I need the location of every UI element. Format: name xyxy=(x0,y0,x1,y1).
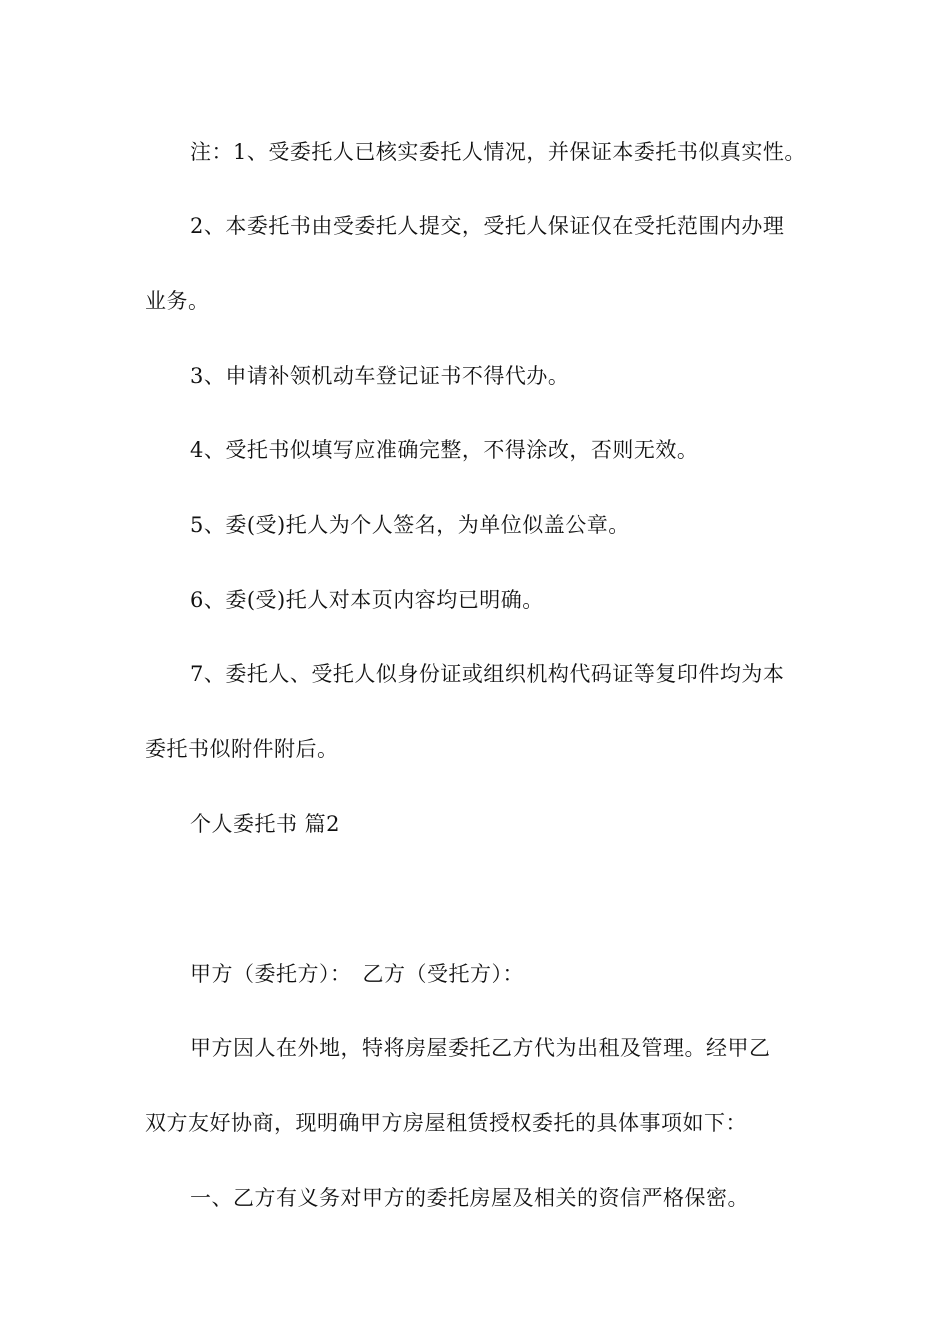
body-paragraph-line-1: 甲方因人在外地，特将房屋委托乙方代为出租及管理。经甲乙 xyxy=(190,1036,771,1060)
parties-line: 甲方（委托方）： 乙方（受托方）： xyxy=(190,962,524,986)
section-heading: 个人委托书 篇2 xyxy=(190,812,341,836)
note-line-2-continued: 业务。 xyxy=(145,289,210,313)
note-line-6: 6、委(受)托人对本页内容均已明确。 xyxy=(190,588,544,612)
note-line-3: 3、申请补领机动车登记证书不得代办。 xyxy=(190,364,570,388)
note-line-2: 2、本委托书由受委托人提交，受托人保证仅在受托范围内办理 xyxy=(190,214,785,238)
note-line-1: 注：1、受委托人已核实委托人情况，并保证本委托书似真实性。 xyxy=(190,140,806,164)
note-line-4: 4、受托书似填写应准确完整，不得涂改，否则无效。 xyxy=(190,438,699,462)
body-paragraph-line-2: 双方友好协商，现明确甲方房屋租赁授权委托的具体事项如下： xyxy=(145,1111,747,1135)
note-line-7: 7、委托人、受托人似身份证或组织机构代码证等复印件均为本 xyxy=(190,662,785,686)
clause-1: 一、乙方有义务对甲方的委托房屋及相关的资信严格保密。 xyxy=(190,1186,749,1210)
note-line-5: 5、委(受)托人为个人签名，为单位似盖公章。 xyxy=(190,513,630,537)
note-line-7-continued: 委托书似附件附后。 xyxy=(145,737,339,761)
